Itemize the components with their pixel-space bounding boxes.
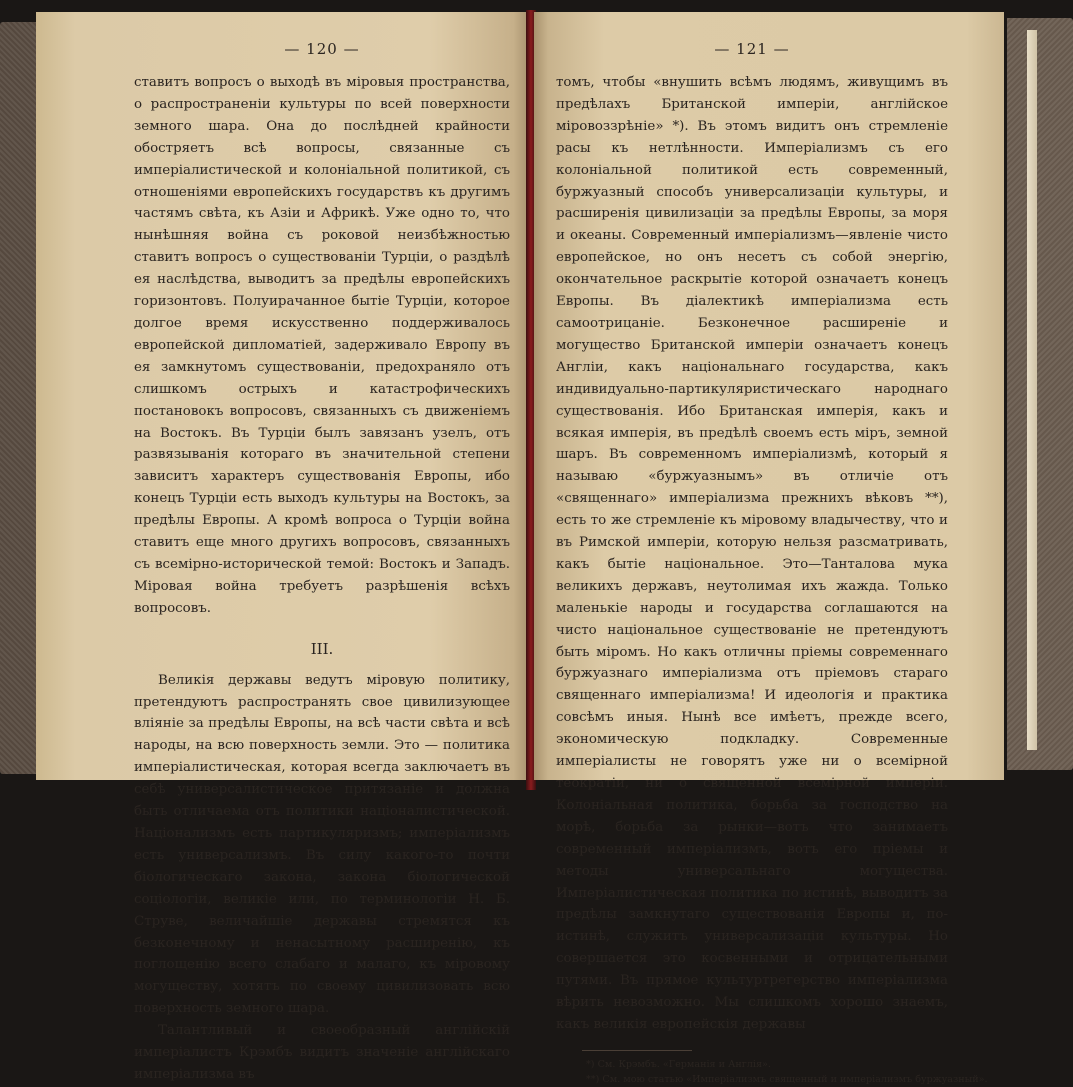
page-edges <box>1027 30 1037 750</box>
paragraph: Талантливый и своеобразный англiйскiй имперiалистъ Крэмбъ видитъ значенiе англiйскаго имперiализма въ <box>134 1023 510 1082</box>
right-cover-board <box>1007 18 1073 770</box>
footnote-rule <box>582 1050 692 1051</box>
page-number-right: — 121 — <box>714 40 790 58</box>
right-page-text <box>556 72 948 1036</box>
right-page <box>534 12 1004 1085</box>
footnote: *) См. Крэмбъ. «Германiя и Англiя». <box>586 1058 771 1070</box>
footnote: **) См. мою статью «Имперiализмъ священный и имперiализмъ буржуазный». <box>586 1073 988 1085</box>
left-page-text <box>134 72 510 1086</box>
paragraph: ставитъ вопросъ о выходѣ въ мiровыя пространства, о распространенiи культуры по всей поверхности земного шара. Она до послѣдней крайности обостряетъ всѣ вопросы, связанные съ имперiалистической и колонiальной политикой, съ отношенiями европейскихъ государствъ къ другимъ частямъ свѣта, къ Азiи и Африкѣ. Уже одно то, что нынѣшняя война съ роковой неизбѣжностью ставитъ вопросъ о существованiи Турцiи, о раздѣлѣ ея наслѣдства, выводитъ за предѣлы европейскихъ горизонтовъ. Полуирачанное бытiе Турцiи, которое долгое время искусственно поддерживалось европейской дипломатiей, задерживало Европу въ ея замкнутомъ существованiи, предохраняло отъ слишкомъ острыхъ и катастрофическихъ постановокъ вопросовъ, связанныхъ съ движенiемъ на Востокъ. Въ Турцiи былъ завязанъ узелъ, отъ развязыванiя котораго въ значительной степени зависитъ характеръ существованiя Европы, ибо конецъ Турцiи есть выходъ культуры на Востокъ, за предѣлы Европы. А кромѣ вопроса о Турцiи война ставитъ еще много другихъ вопросовъ, связанныхъ съ всемiрно-исторической темой: Востокъ и Западъ. Мiровая война требуетъ разрѣшенiя всѣхъ вопросовъ. <box>134 75 510 616</box>
page-number-left: — 120 — <box>284 40 360 58</box>
paragraph: Великiя державы ведутъ мiровую политику, претендуютъ распространять свое цивилизующее влiянiе за предѣлы Европы, на всѣ части свѣта и всѣ народы, на всю поверхность земли. Это — политика имперiалистическая, которая всегда заключаетъ въ себѣ универсалистическое притязанiе и должна быть отличаема отъ политики нацiоналистической. Нацiонализмъ есть партикуляризмъ; имперiализмъ есть универсализмъ. Въ силу какого-то почти бiологическаго закона, закона бiологической соцiологiи, великiе или, по терминологiи Н. Б. Струве, величайшiе державы стремятся къ безконечному и ненасытному расширенiю, къ поглощенiю всего слабаго и малаго, къ мiровому могуществу, хотятъ по своему цивилизовать всю поверхность земного шара. <box>134 672 510 1017</box>
section-heading: III. <box>310 639 334 658</box>
paragraph: томъ, чтобы «внушить всѣмъ людямъ, живущимъ въ предѣлахъ Британской имперiи, англiйское мiровоззрѣнiе» *). Въ этомъ видитъ онъ стремленiе расы къ нетлѣнности. Имперiализмъ съ его колонiальной политикой есть современный, буржуазный способъ универсализацiи культуры, и расширенiя цивилизацiи за предѣлы Европы, за моря и океаны. Современный имперiализмъ—явленiе чисто европейское, но онъ несетъ съ собой энергiю, окончательное раскрытiе которой означаетъ конецъ Европы. Въ дiалектикѣ имперiализма есть самоотрицанiе. Безконечное расширенiе и могущество Британской имперiи означаетъ конецъ Англiи, какъ нацiональнаго государства, какъ индивидуально-партикуляристическаго народнаго существованiя. Ибо Британская имперiя, какъ и всякая имперiя, въ предѣлѣ своемъ есть мiръ, земной шаръ. Въ современномъ имперiализмѣ, который я называю «буржуазнымъ» въ отличiе отъ «священнаго» имперiализма прежнихъ вѣковъ **), есть то же стремленiе къ мiровому владычеству, что и въ Римской имперiи, которую нельзя разсматривать, какъ бытiе нацiональное. Это—Танталова мука великихъ державъ, неутолимая ихъ жажда. Только маленькiе народы и государства соглашаются на чисто нацiональное существованiе не претендуютъ быть мiромъ. Но какъ отличны прiемы современнаго буржуазнаго имперiализма отъ прiемовъ стараго священнаго имперiализма! И идеологiя и практика совсѣмъ иныя. Нынѣ все имѣетъ, прежде всего, экономическую подкладку. Современные имперiалисты не говорятъ уже ни о всемiрной теократiи, ни о священной всемiрной имперiи. Колонiальная политика, борьба за господство на морѣ, борьба за рынки—вотъ что занимаетъ современный имперiализмъ, вотъ его прiемы и методы универсальнаго могущества. Имперiалистическая политика по истинѣ, выводитъ за предѣлы замкнутаго существованiя Европы и, по-истинѣ, служитъ универсализацiи культуры. Но совершается это косвенными и отрицательными путями. Въ прямое культуртрегерство имперiализма вѣрить невозможно. Мы слишкомъ хорошо знаемъ, какъ великiя европейскiя державы <box>556 75 948 1032</box>
left-page <box>36 12 528 1082</box>
